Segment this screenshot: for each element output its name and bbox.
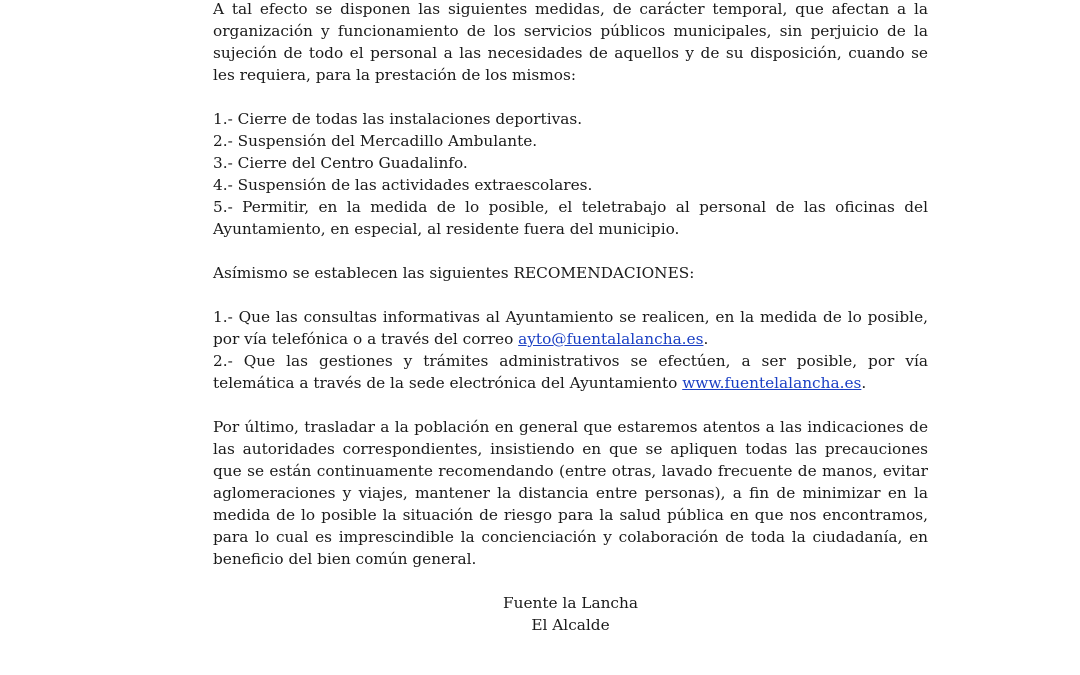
document-page [213,0,928,636]
recomendacion-end: . [861,374,867,392]
recomendacion-text: 1.- Que las consultas informativas al Ayuntamiento se realicen, en la medida de lo posible, por vía telefónica o a través del correo [213,308,928,348]
intro-paragraph: A tal efecto se disponen las siguientes medidas, de carácter temporal, que afectan a la organización y funcionamiento de los servicios públicos municipales, sin perjuicio de la sujeción de todo el personal a las necesidades de aquellos y de su disposición, cuando se les requiera, para la prestación de los mismos: [213,0,928,84]
website-link[interactable]: www.fuentelalancha.es [682,374,862,392]
email-link[interactable]: ayto@fuentalalancha.es [518,330,704,348]
closing-paragraph: Por último, trasladar a la población en general que estaremos atentos a las indicaciones de las autoridades correspondientes, insistiendo en que se apliquen todas las precauciones que se están continuamente recomendando (entre otras, lavado frecuente de manos, evitar aglomeraciones y viajes, mantener la distancia entre personas), a fin de minimizar en la medida de lo posible la situación de riesgo para la salud pública en que nos encontramos, para lo cual es imprescindible la concienciación y colaboración de toda la ciudadanía, en beneficio del bien común general. [213,418,928,568]
recomendacion-item [213,306,928,350]
recomendacion-end: . [703,330,709,348]
recomendacion-text: 2.- Que las gestiones y trámites administrativos se efectúen, a ser posible, por vía telemática a través de la sede electrónica del Ayuntamiento [213,352,928,392]
spacer [213,284,928,306]
recomendacion-item [213,350,928,394]
medida-item: 2.- Suspensión del Mercadillo Ambulante. [213,132,538,150]
medida-item: 3.- Cierre del Centro Guadalinfo. [213,154,468,172]
spacer [213,240,928,262]
spacer [213,394,928,416]
medida-item: 1.- Cierre de todas las instalaciones deportivas. [213,110,583,128]
medidas-list [213,108,928,240]
spacer [213,86,928,108]
recomendaciones-heading: Asímismo se establecen las siguientes RECOMENDACIONES: [213,264,695,282]
signature-block [213,592,928,636]
signature-place: Fuente la Lancha [503,594,638,612]
signature-title: El Alcalde [531,616,610,634]
medida-item: 5.- Permitir, en la medida de lo posible, el teletrabajo al personal de las oficinas del Ayuntamiento, en especial, al residente fuera del municipio. [213,198,928,238]
medida-item: 4.- Suspensión de las actividades extraescolares. [213,176,593,194]
